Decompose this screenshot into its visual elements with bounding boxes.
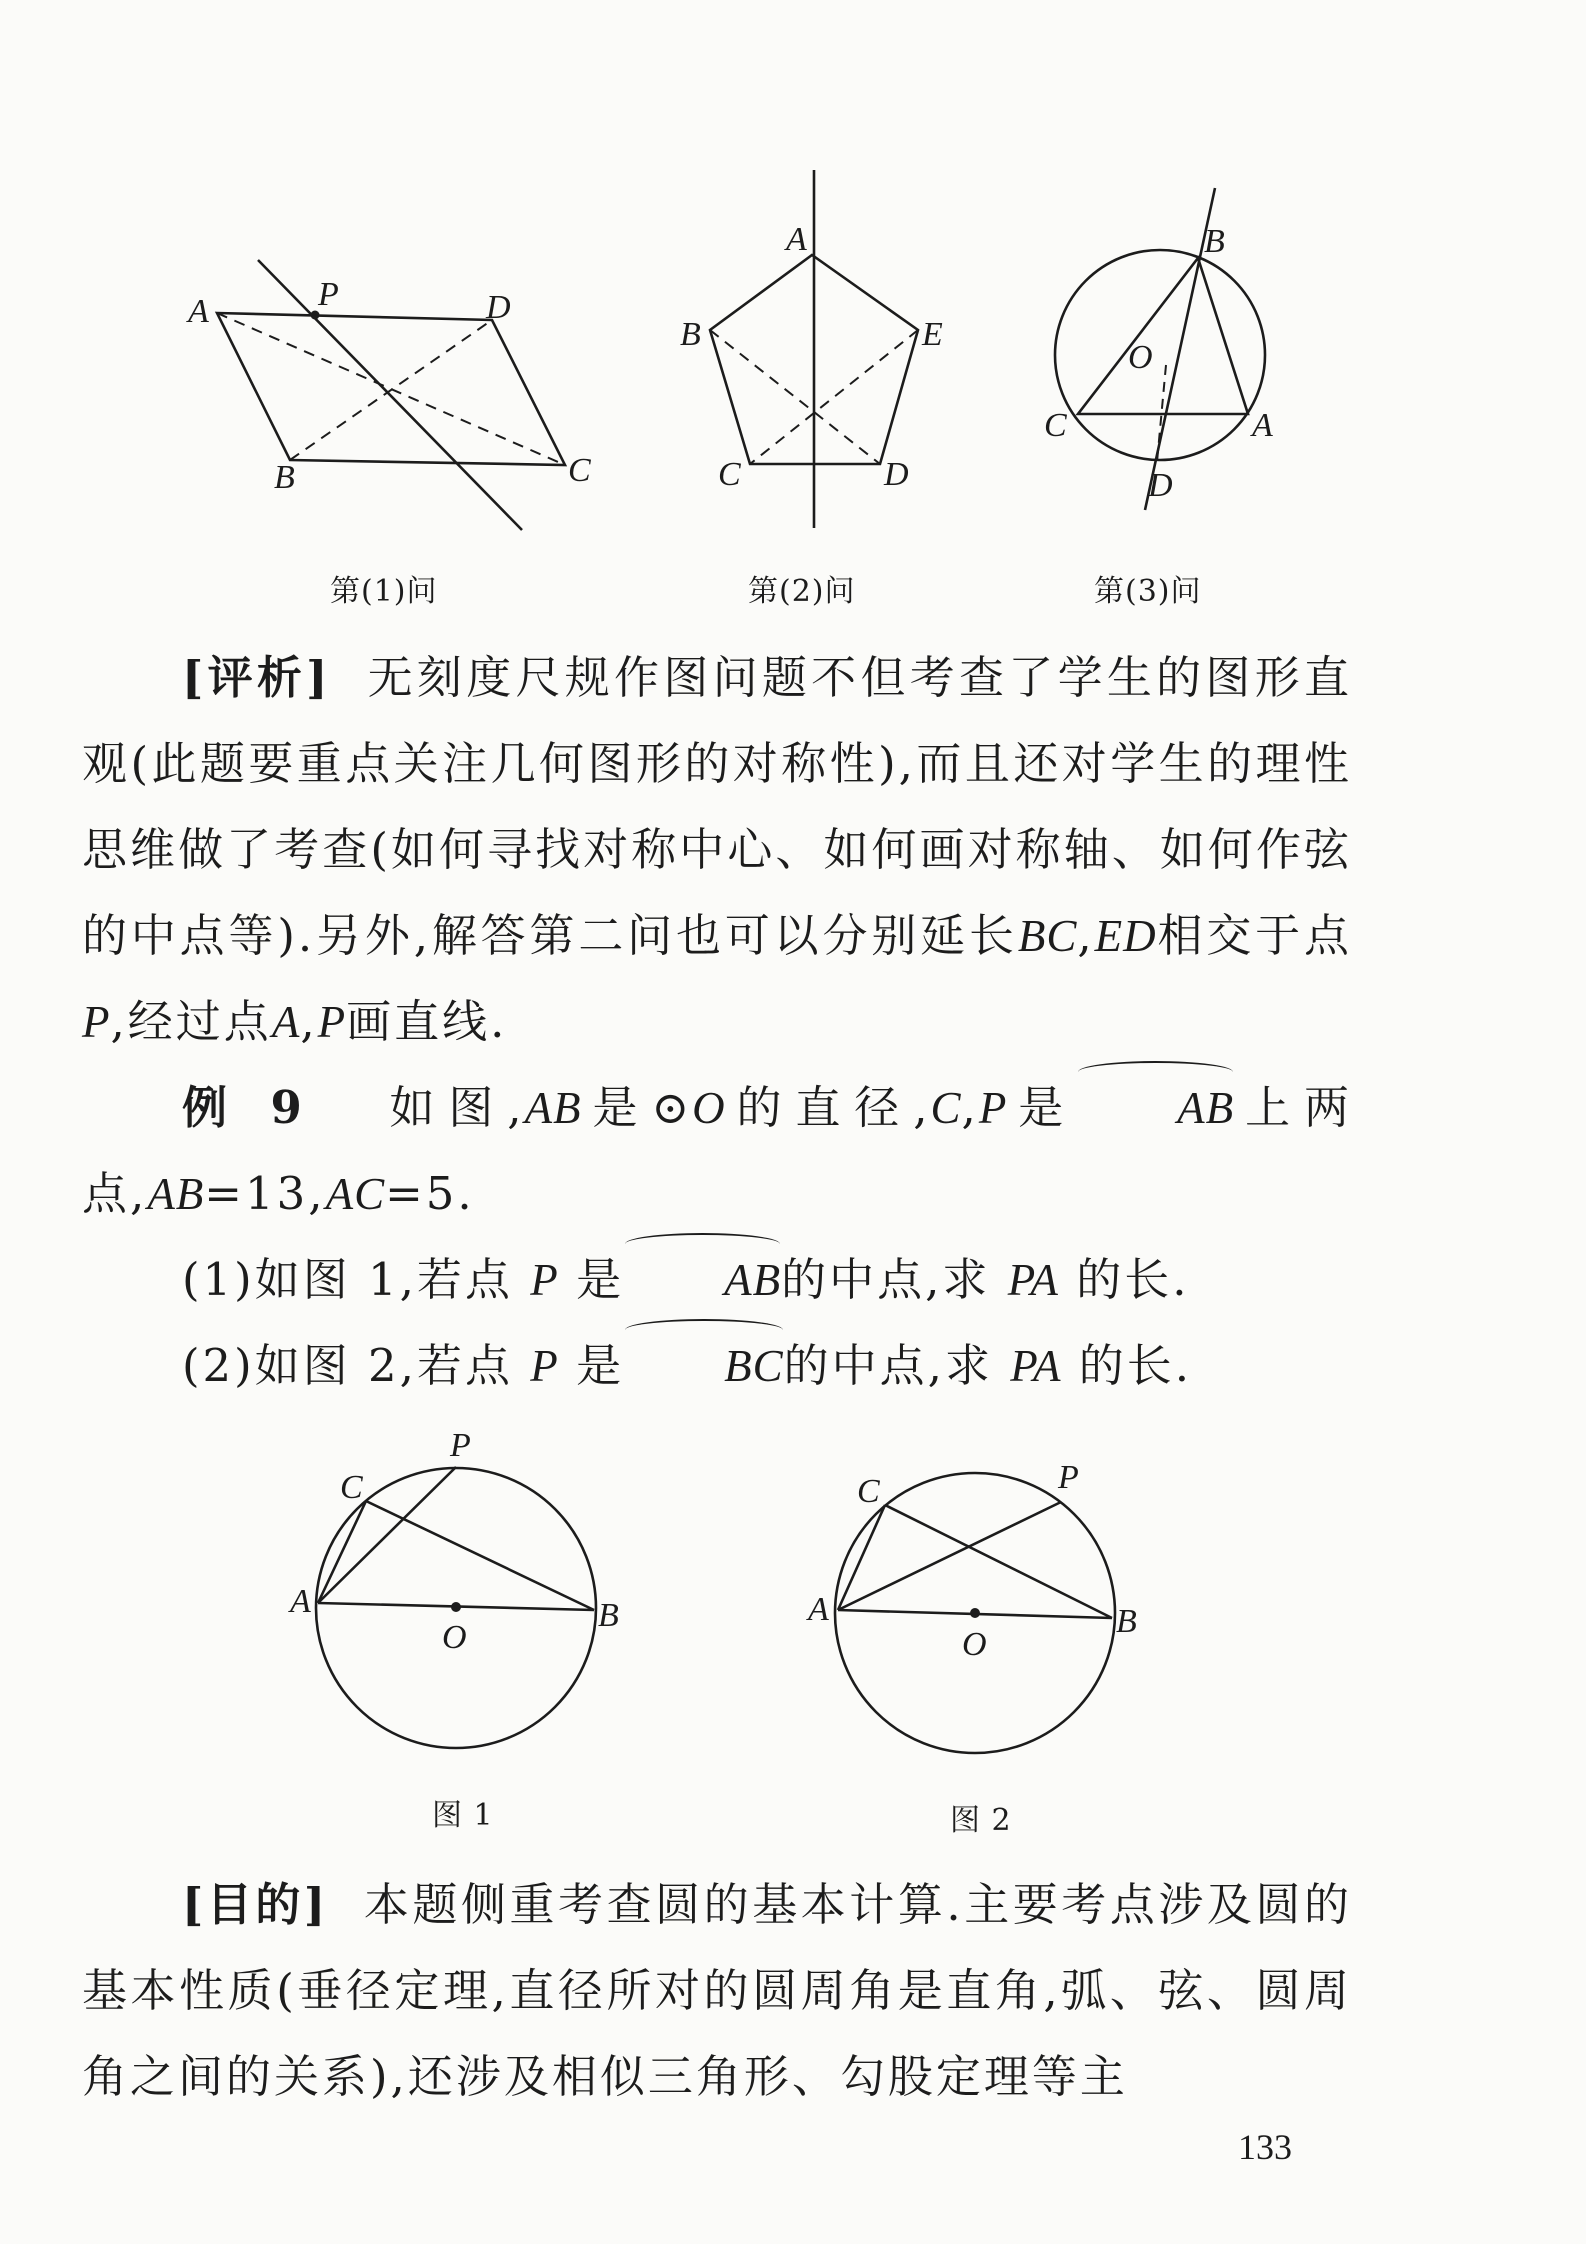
purpose-paragraph: [目的] 本题侧重考查圆的基本计算.主要考点涉及圆的基本性质(垂径定理,直径所对的圆周角是直角,弧、弦、圆周角之间的关系),还涉及相似三角形、勾股定理等主 [82, 1878, 1352, 2103]
label-b: B [1204, 223, 1225, 260]
chord-cb [366, 1501, 594, 1610]
label-b: B [274, 459, 295, 496]
question-2: (2)如图 2,若点 P 是 BC的中点,求 PA 的长. [82, 1323, 1352, 1409]
label-a: A [808, 1591, 829, 1628]
figure-1 [280, 1420, 640, 1780]
label-a: A [188, 293, 209, 330]
purpose-tag: [目的] [182, 1878, 329, 1931]
example9-statement: 例 9 如图,AB是⊙O的直径,C,P是 AB上两点,AB=13,AC=5. [82, 1065, 1352, 1237]
caption-fig2: 图 2 [950, 1803, 1012, 1838]
analysis-tag: [评析] [182, 651, 331, 704]
diagonal-ed [750, 330, 918, 464]
label-a: A [290, 1583, 311, 1620]
label-d: D [486, 289, 511, 326]
caption-q1: 第(1)问 [330, 574, 438, 609]
label-c: C [857, 1473, 880, 1510]
question-1: (1)如图 1,若点 P 是 AB的中点,求 PA 的长. [82, 1237, 1352, 1323]
label-o: O [1128, 339, 1153, 376]
diagonal-bd [290, 320, 492, 460]
label-p: P [318, 276, 339, 313]
center-o [970, 1608, 980, 1618]
figure-pentagon [680, 160, 970, 540]
label-o: O [442, 1619, 467, 1656]
caption-fig1: 图 1 [432, 1798, 494, 1833]
line-through-p [258, 260, 522, 530]
label-b: B [1116, 1603, 1137, 1640]
label-c: C [340, 1469, 363, 1506]
label-p: P [450, 1427, 471, 1464]
chord-cb [885, 1505, 1112, 1618]
arc-bc: BC [624, 1323, 784, 1409]
figure-parallelogram [170, 230, 590, 560]
arc-ab: AB [624, 1237, 781, 1323]
label-b: B [598, 1597, 619, 1634]
label-c: C [718, 456, 741, 493]
label-c: C [1044, 407, 1067, 444]
circle [1055, 250, 1265, 460]
diagonal-be [710, 330, 880, 464]
label-a: A [786, 221, 807, 258]
arc-ab: AB [1077, 1065, 1234, 1151]
example9-tag: 例 9 [182, 1081, 305, 1134]
caption-q2: 第(2)问 [748, 574, 856, 609]
label-d: D [1148, 467, 1173, 504]
analysis-paragraph: [评析] 无刻度尺规作图问题不但考查了学生的图形直观(此题要重点关注几何图形的对称性),而且还对学生的理性思维做了考查(如何寻找对称中心、如何画对称轴、如何作弦的中点等).另外,解答第二问也可以分别延长BC,ED相交于点P,经过点A,P画直线. [82, 651, 1352, 1048]
caption-q3: 第(3)问 [1094, 574, 1202, 609]
figure-2 [800, 1440, 1160, 1800]
label-b: B [680, 316, 701, 353]
page-number: 133 [1238, 2127, 1292, 2167]
chord-ac [838, 1505, 885, 1610]
figure-circle-triangle [1030, 180, 1320, 520]
label-a: A [1252, 407, 1273, 444]
label-c: C [568, 452, 591, 489]
label-o: O [962, 1626, 987, 1663]
label-d: D [884, 456, 909, 493]
label-e: E [922, 316, 943, 353]
center-o [451, 1602, 461, 1612]
chord-ac [318, 1501, 366, 1603]
label-p: P [1058, 1459, 1079, 1496]
